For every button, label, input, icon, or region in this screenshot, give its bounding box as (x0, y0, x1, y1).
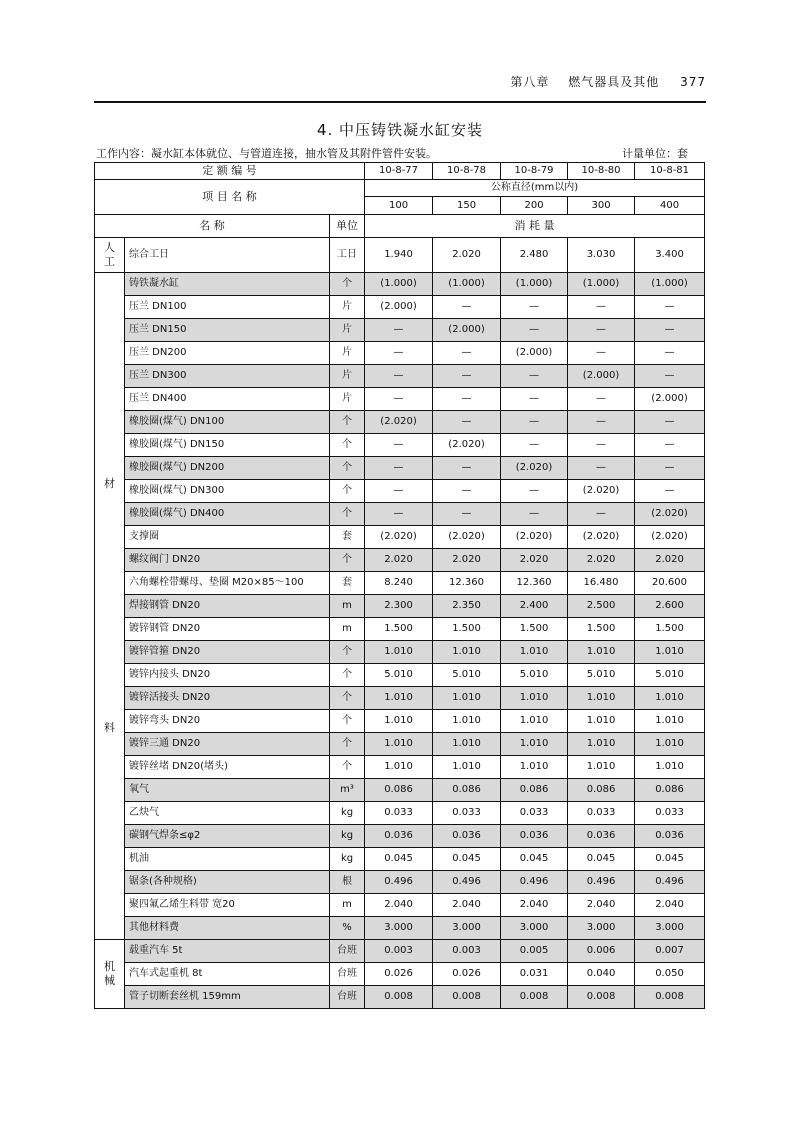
consumption-value: — (433, 457, 501, 480)
consumption-value: — (433, 388, 501, 411)
name-header: 名 称 (95, 215, 330, 238)
item-unit: 个 (330, 756, 365, 779)
consumption-value: (2.000) (365, 296, 433, 319)
item-unit: 个 (330, 273, 365, 296)
consumption-value: (2.020) (635, 503, 705, 526)
size-value: 400 (635, 197, 705, 215)
item-name: 橡胶圈(煤气) DN300 (125, 480, 330, 503)
item-name: 镀锌内接头 DN20 (125, 664, 330, 687)
item-unit: kg (330, 848, 365, 871)
item-name: 氧气 (125, 779, 330, 802)
item-unit: m (330, 894, 365, 917)
consumption-value: 0.086 (433, 779, 501, 802)
consumption-value: 0.008 (568, 986, 635, 1009)
consumption-value: — (501, 388, 568, 411)
consumption-value: 3.000 (635, 917, 705, 940)
consumption-value: — (501, 296, 568, 319)
consumption-value: 0.036 (568, 825, 635, 848)
consumption-value: — (568, 342, 635, 365)
consumption-value: — (365, 457, 433, 480)
consumption-value: 1.010 (568, 733, 635, 756)
item-unit: 片 (330, 319, 365, 342)
consumption-value: 2.500 (568, 595, 635, 618)
consumption-value: (2.020) (568, 526, 635, 549)
consumption-value: 0.045 (635, 848, 705, 871)
consumption-value: 0.026 (365, 963, 433, 986)
item-unit: 个 (330, 687, 365, 710)
consumption-value: 0.003 (433, 940, 501, 963)
consumption-value: 5.010 (501, 664, 568, 687)
consumption-value: (2.000) (635, 388, 705, 411)
consumption-value: — (433, 365, 501, 388)
consumption-value: 0.496 (365, 871, 433, 894)
item-unit: 台班 (330, 986, 365, 1009)
item-unit: m (330, 595, 365, 618)
table-row (95, 940, 705, 963)
item-name: 镀锌钢管 DN20 (125, 618, 330, 641)
table-row (95, 825, 705, 848)
consumption-value: — (635, 319, 705, 342)
consumption-value: — (635, 342, 705, 365)
consumption-value: 0.033 (568, 802, 635, 825)
item-name: 橡胶圈(煤气) DN200 (125, 457, 330, 480)
item-name: 锯条(各种规格) (125, 871, 330, 894)
consumption-value: 0.045 (501, 848, 568, 871)
consumption-value: 2.480 (501, 238, 568, 273)
consumption-value: — (501, 319, 568, 342)
item-name: 镀锌丝堵 DN20(堵头) (125, 756, 330, 779)
item-unit: 个 (330, 503, 365, 526)
table-row (95, 802, 705, 825)
item-unit: 根 (330, 871, 365, 894)
consumption-value: — (635, 457, 705, 480)
consumption-value: (1.000) (568, 273, 635, 296)
consumption-value: 1.010 (501, 687, 568, 710)
consumption-value: 2.020 (433, 549, 501, 572)
consumption-value: 1.010 (501, 710, 568, 733)
item-name: 机油 (125, 848, 330, 871)
consumption-value: — (433, 480, 501, 503)
item-unit: 台班 (330, 963, 365, 986)
consumption-value: 12.360 (501, 572, 568, 595)
consumption-value: (2.000) (501, 342, 568, 365)
item-unit: 工日 (330, 238, 365, 273)
consumption-value: 12.360 (433, 572, 501, 595)
consumption-value: 1.500 (635, 618, 705, 641)
table-row (95, 917, 705, 940)
unit-header: 单位 (330, 215, 365, 238)
consumption-value: 0.496 (501, 871, 568, 894)
consumption-value: 0.005 (501, 940, 568, 963)
item-name: 压兰 DN300 (125, 365, 330, 388)
consumption-value: (2.020) (501, 457, 568, 480)
consumption-value: 0.036 (365, 825, 433, 848)
table-row (95, 238, 705, 273)
consumption-value: 1.940 (365, 238, 433, 273)
item-name: 综合工日 (125, 238, 330, 273)
consumption-value: — (635, 365, 705, 388)
consumption-value: 2.040 (635, 894, 705, 917)
item-name: 压兰 DN400 (125, 388, 330, 411)
consumption-value: — (501, 365, 568, 388)
consumption-value: 1.010 (568, 710, 635, 733)
consumption-value: — (365, 342, 433, 365)
category-labor (95, 238, 125, 273)
item-unit: 个 (330, 733, 365, 756)
item-unit: m³ (330, 779, 365, 802)
consumption-value: — (568, 411, 635, 434)
consumption-value: 20.600 (635, 572, 705, 595)
item-name: 聚四氟乙烯生料带 宽20 (125, 894, 330, 917)
consumption-value: 0.031 (501, 963, 568, 986)
table-row (95, 871, 705, 894)
consumption-value: — (501, 480, 568, 503)
consumption-value: (2.020) (433, 434, 501, 457)
measurement-unit: 计量单位：套 (622, 147, 688, 160)
table-row (95, 894, 705, 917)
consumption-value: — (365, 388, 433, 411)
item-name: 载重汽车 5t (125, 940, 330, 963)
consumption-value: 2.300 (365, 595, 433, 618)
consumption-value: (2.020) (365, 526, 433, 549)
consumption-value: 2.400 (501, 595, 568, 618)
item-unit: 个 (330, 457, 365, 480)
consumption-value: — (568, 319, 635, 342)
item-name: 压兰 DN100 (125, 296, 330, 319)
consumption-value: 1.010 (433, 687, 501, 710)
table-row (95, 848, 705, 871)
category-material (95, 273, 125, 940)
consumption-value: — (433, 342, 501, 365)
consumption-value: 1.010 (365, 733, 433, 756)
table-row (95, 963, 705, 986)
consumption-value: — (635, 411, 705, 434)
consumption-value: 2.040 (365, 894, 433, 917)
consumption-value: 5.010 (568, 664, 635, 687)
consumption-value: 1.010 (635, 641, 705, 664)
consumption-value: — (635, 296, 705, 319)
consumption-value: 3.400 (635, 238, 705, 273)
consumption-value: 2.020 (433, 238, 501, 273)
consumption-value: 0.008 (433, 986, 501, 1009)
quota-code: 10-8-79 (501, 163, 568, 180)
item-unit: 个 (330, 480, 365, 503)
item-unit: 片 (330, 342, 365, 365)
consumption-value: — (568, 296, 635, 319)
item-unit: 台班 (330, 940, 365, 963)
item-name: 镀锌活接头 DN20 (125, 687, 330, 710)
consumption-value: (2.000) (568, 365, 635, 388)
consumption-value: 0.008 (635, 986, 705, 1009)
item-name: 铸铁凝水缸 (125, 273, 330, 296)
item-unit: 个 (330, 411, 365, 434)
consumption-value: — (365, 503, 433, 526)
item-unit: 片 (330, 296, 365, 319)
consumption-value: 1.010 (501, 756, 568, 779)
diameter-label: 公称直径(mm以内) (365, 180, 705, 197)
consumption-value: 5.010 (365, 664, 433, 687)
category-labor-label: 人工 (104, 240, 115, 268)
diameter-row (95, 180, 705, 197)
consumption-value: 5.010 (635, 664, 705, 687)
consumption-value: 0.086 (635, 779, 705, 802)
item-name: 支撑圈 (125, 526, 330, 549)
page-number: 377 (680, 75, 706, 89)
table-row (95, 434, 705, 457)
item-label: 项 目 名 称 (95, 180, 365, 215)
consumption-value: 0.006 (568, 940, 635, 963)
consumption-value: 3.000 (501, 917, 568, 940)
table-row (95, 595, 705, 618)
consumption-value: 0.003 (365, 940, 433, 963)
item-name: 镀锌弯头 DN20 (125, 710, 330, 733)
item-name: 六角螺栓带螺母、垫圈 M20×85～100 (125, 572, 330, 595)
table-row (95, 641, 705, 664)
category-machine (95, 940, 125, 1009)
size-value: 300 (568, 197, 635, 215)
consumption-value: 3.000 (365, 917, 433, 940)
table-row (95, 526, 705, 549)
consumption-value: 2.350 (433, 595, 501, 618)
consumption-value: 0.045 (568, 848, 635, 871)
table-row (95, 480, 705, 503)
item-unit: kg (330, 825, 365, 848)
item-unit: % (330, 917, 365, 940)
consumption-value: 1.010 (365, 756, 433, 779)
section-label: 燃气器具及其他 (568, 75, 660, 89)
consumption-value: 2.020 (365, 549, 433, 572)
table-row (95, 618, 705, 641)
consumption-value: 2.020 (501, 549, 568, 572)
consumption-value: 1.010 (635, 756, 705, 779)
consumption-value: 0.036 (433, 825, 501, 848)
consumption-value: 0.033 (433, 802, 501, 825)
item-unit: 片 (330, 388, 365, 411)
quota-code: 10-8-80 (568, 163, 635, 180)
table-row (95, 457, 705, 480)
consumption-value: — (365, 319, 433, 342)
table-row (95, 572, 705, 595)
consumption-value: 3.030 (568, 238, 635, 273)
item-unit: 个 (330, 549, 365, 572)
consumption-value: — (365, 434, 433, 457)
consumption-value: 2.600 (635, 595, 705, 618)
consumption-value: 0.086 (501, 779, 568, 802)
size-value: 150 (433, 197, 501, 215)
consumption-value: 1.010 (635, 710, 705, 733)
quota-code: 10-8-78 (433, 163, 501, 180)
consumption-value: 1.010 (433, 641, 501, 664)
category-machine-label: 机械 (104, 959, 115, 987)
consumption-value: (2.000) (433, 319, 501, 342)
consumption-value: 1.010 (501, 641, 568, 664)
item-name: 汽车式起重机 8t (125, 963, 330, 986)
consumption-value: — (365, 365, 433, 388)
quota-label: 定 额 编 号 (95, 163, 365, 180)
header-rule (94, 101, 706, 103)
consumption-value: 0.045 (365, 848, 433, 871)
table-row (95, 687, 705, 710)
consumption-value: (1.000) (433, 273, 501, 296)
consumption-value: 1.010 (433, 710, 501, 733)
table-row (95, 296, 705, 319)
consumption-value: — (501, 503, 568, 526)
consumption-value: 1.500 (568, 618, 635, 641)
table-row (95, 365, 705, 388)
consumption-value: 2.020 (635, 549, 705, 572)
item-name: 碳钢气焊条≤φ2 (125, 825, 330, 848)
consumption-value: — (433, 296, 501, 319)
item-name: 乙炔气 (125, 802, 330, 825)
consumption-value: 1.500 (433, 618, 501, 641)
consumption-value: 0.050 (635, 963, 705, 986)
consumption-value: 3.000 (568, 917, 635, 940)
table-row (95, 756, 705, 779)
consumption-value: (2.020) (568, 480, 635, 503)
consumption-value: 0.033 (501, 802, 568, 825)
consumption-value: 1.010 (433, 733, 501, 756)
quota-code-row (95, 163, 705, 180)
item-unit: m (330, 618, 365, 641)
item-unit: 个 (330, 641, 365, 664)
consumption-value: — (501, 411, 568, 434)
consumption-value: 1.010 (568, 687, 635, 710)
consumption-value: 2.040 (501, 894, 568, 917)
chapter-label: 第八章 (510, 75, 550, 89)
item-unit: 个 (330, 664, 365, 687)
consumption-value: 1.010 (501, 733, 568, 756)
consumption-value: — (433, 411, 501, 434)
consumption-value: 0.496 (568, 871, 635, 894)
consumption-value: — (568, 388, 635, 411)
table-row (95, 388, 705, 411)
table-row (95, 733, 705, 756)
table-row (95, 549, 705, 572)
item-name: 管子切断套丝机 159mm (125, 986, 330, 1009)
category-material-label-top: 材 (104, 476, 115, 490)
table-row (95, 411, 705, 434)
consumption-value: 0.007 (635, 940, 705, 963)
item-name: 压兰 DN200 (125, 342, 330, 365)
consumption-value: 0.045 (433, 848, 501, 871)
consumption-value: 0.036 (635, 825, 705, 848)
consumption-value: — (501, 434, 568, 457)
consumption-value: 5.010 (433, 664, 501, 687)
item-name: 橡胶圈(煤气) DN150 (125, 434, 330, 457)
consumption-value: 0.033 (365, 802, 433, 825)
consumption-value: — (635, 480, 705, 503)
consumption-value: 2.040 (568, 894, 635, 917)
table-row (95, 986, 705, 1009)
consumption-value: (2.020) (365, 411, 433, 434)
consumption-value: 1.010 (365, 710, 433, 733)
quota-code: 10-8-77 (365, 163, 433, 180)
consumption-value: — (568, 457, 635, 480)
consumption-value: (1.000) (501, 273, 568, 296)
consumption-value: 0.008 (501, 986, 568, 1009)
consumption-value: — (433, 503, 501, 526)
consumption-value: 8.240 (365, 572, 433, 595)
consumption-value: (2.020) (635, 526, 705, 549)
quota-code: 10-8-81 (635, 163, 705, 180)
table-row (95, 503, 705, 526)
consumption-value: 2.040 (433, 894, 501, 917)
consumption-value: 0.040 (568, 963, 635, 986)
work-content: 工作内容：凝水缸本体就位、与管道连接，抽水管及其附件管件安装。 (96, 147, 437, 160)
consumption-value: 1.010 (365, 641, 433, 664)
item-unit: 个 (330, 434, 365, 457)
consumption-value: — (568, 503, 635, 526)
consumption-value: 0.086 (568, 779, 635, 802)
consumption-value: 1.010 (568, 756, 635, 779)
item-unit: kg (330, 802, 365, 825)
consumption-value: — (635, 434, 705, 457)
consumption-value: — (365, 480, 433, 503)
quota-table (94, 162, 705, 1009)
consumption-value: (2.020) (433, 526, 501, 549)
consumption-value: 1.010 (635, 687, 705, 710)
consumption-value: 0.008 (365, 986, 433, 1009)
item-name: 镀锌三通 DN20 (125, 733, 330, 756)
item-name: 压兰 DN150 (125, 319, 330, 342)
table-row (95, 710, 705, 733)
consumption-value: — (568, 434, 635, 457)
item-name: 橡胶圈(煤气) DN100 (125, 411, 330, 434)
item-name: 焊接钢管 DN20 (125, 595, 330, 618)
item-unit: 片 (330, 365, 365, 388)
consumption-value: (1.000) (635, 273, 705, 296)
consumption-value: 2.020 (568, 549, 635, 572)
item-unit: 套 (330, 572, 365, 595)
page-header (94, 73, 706, 101)
consumption-value: 0.086 (365, 779, 433, 802)
table-row (95, 273, 705, 296)
consumption-value: 0.496 (433, 871, 501, 894)
table-row (95, 319, 705, 342)
item-name: 其他材料费 (125, 917, 330, 940)
column-header-row (95, 215, 705, 238)
consumption-value: 16.480 (568, 572, 635, 595)
consumption-value: 3.000 (433, 917, 501, 940)
consumption-header: 消 耗 量 (365, 215, 705, 238)
item-name: 橡胶圈(煤气) DN400 (125, 503, 330, 526)
consumption-value: 1.010 (365, 687, 433, 710)
consumption-value: 1.010 (433, 756, 501, 779)
table-row (95, 664, 705, 687)
consumption-value: 1.500 (501, 618, 568, 641)
size-value: 100 (365, 197, 433, 215)
category-material-label-bottom: 料 (104, 721, 115, 734)
item-name: 螺纹阀门 DN20 (125, 549, 330, 572)
table-row (95, 779, 705, 802)
item-name: 镀锌管箍 DN20 (125, 641, 330, 664)
consumption-value: 1.500 (365, 618, 433, 641)
size-value: 200 (501, 197, 568, 215)
consumption-value: 1.010 (635, 733, 705, 756)
table-row (95, 342, 705, 365)
consumption-value: (2.020) (501, 526, 568, 549)
page-title: 4. 中压铸铁凝水缸安装 (316, 121, 484, 139)
item-unit: 个 (330, 710, 365, 733)
consumption-value: 0.496 (635, 871, 705, 894)
consumption-value: 1.010 (568, 641, 635, 664)
consumption-value: 0.036 (501, 825, 568, 848)
item-unit: 套 (330, 526, 365, 549)
consumption-value: 0.026 (433, 963, 501, 986)
consumption-value: (1.000) (365, 273, 433, 296)
consumption-value: 0.033 (635, 802, 705, 825)
